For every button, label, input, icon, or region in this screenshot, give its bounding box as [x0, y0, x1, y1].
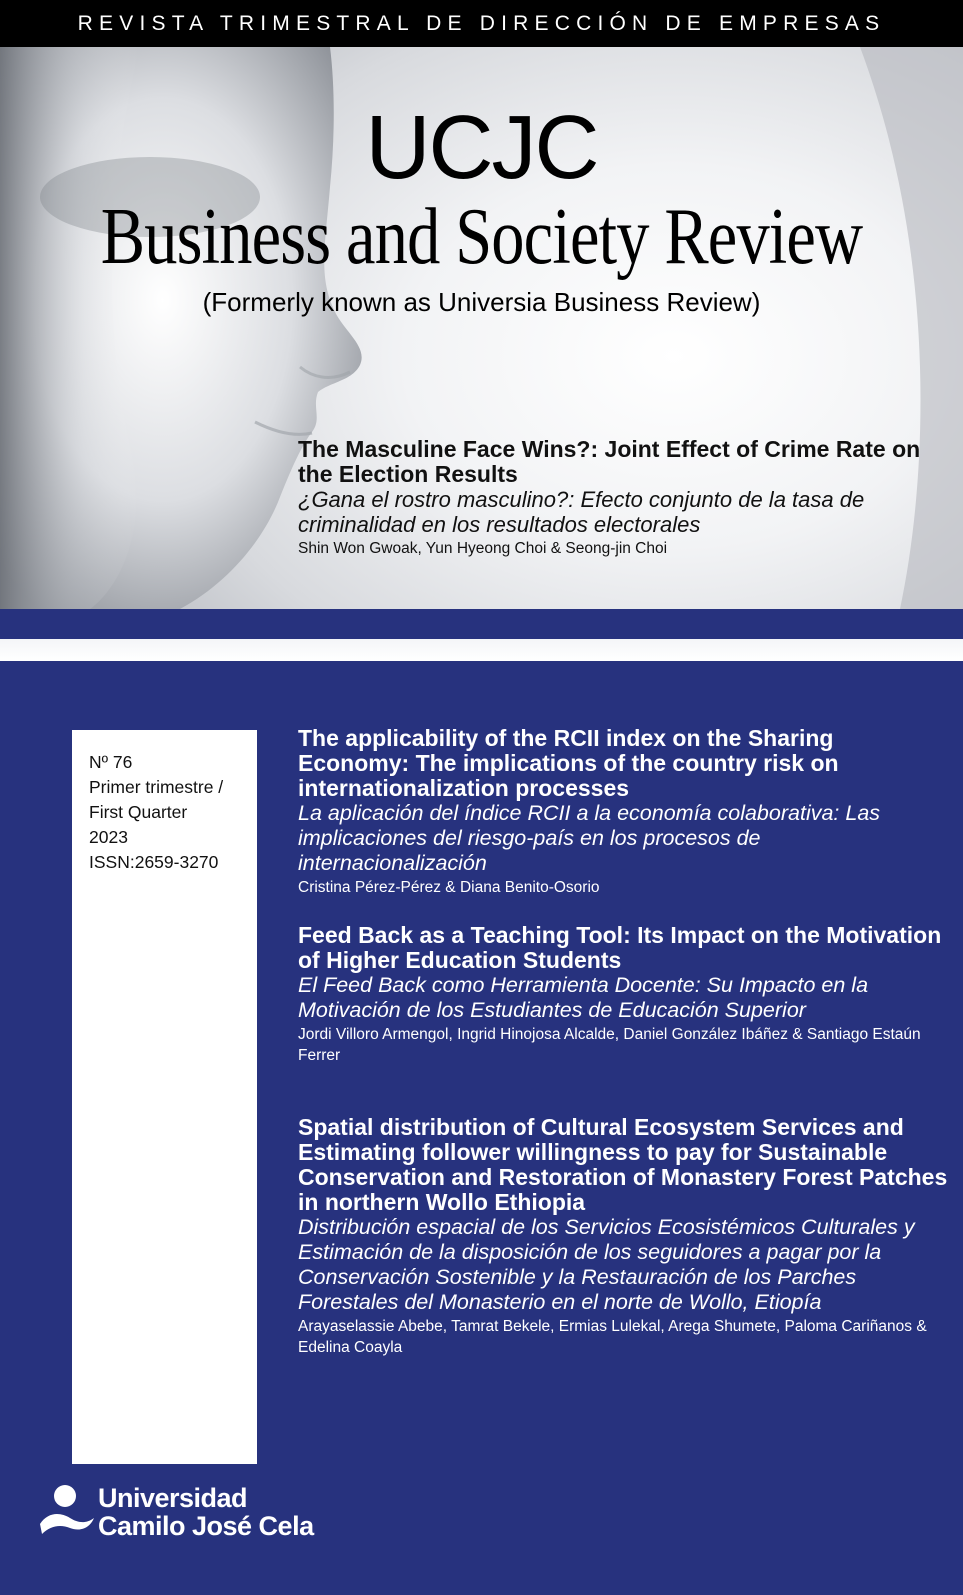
- issue-year: 2023: [89, 827, 128, 847]
- featured-authors: Shin Won Gwoak, Yun Hyeong Choi & Seong-jin Choi: [298, 540, 668, 557]
- article-title-en: Feed Back as a Teaching Tool: Its Impact on the Motivation of Higher Education Students: [298, 922, 942, 973]
- journal-subtitle: (Formerly known as Universia Business Review): [202, 287, 761, 317]
- article-item[interactable]: [298, 923, 948, 1066]
- publisher-logo: [38, 1482, 338, 1542]
- issue-number: Nº 76: [89, 752, 133, 772]
- featured-title-es: ¿Gana el rostro masculino?: Efecto conjunto de la tasa de criminalidad en los resultados electorales: [298, 487, 865, 537]
- issue-period-line2: First Quarter: [89, 802, 188, 822]
- article-title-es: La aplicación del índice RCII a la economía colaborativa: Las implicaciones del riesgo-país en los procesos de internacionalización: [298, 801, 881, 875]
- divider-stripe-blue: [0, 609, 963, 639]
- cover-header: [0, 47, 963, 609]
- issue-issn: ISSN:2659-3270: [89, 852, 219, 872]
- journal-tagline: REVISTA TRIMESTRAL DE DIRECCIÓN DE EMPRESAS: [0, 0, 963, 47]
- issue-period-line1: Primer trimestre /: [89, 777, 224, 797]
- issue-info-box: [72, 730, 257, 1464]
- article-authors: Arayaselassie Abebe, Tamrat Bekele, Ermias Lulekal, Arega Shumete, Paloma Cariñanos & Edelina Coayla: [298, 1318, 927, 1356]
- article-authors: Jordi Villoro Armengol, Ingrid Hinojosa Alcalde, Daniel González Ibáñez & Santiago Estaún Ferrer: [298, 1026, 921, 1064]
- article-item[interactable]: [298, 1115, 948, 1358]
- divider-stripe-white: [0, 639, 963, 661]
- journal-title: Business and Society Review: [100, 193, 863, 281]
- article-item[interactable]: [298, 726, 948, 898]
- journal-short-title: UCJC: [365, 98, 598, 198]
- article-title-es: El Feed Back como Herramienta Docente: Su Impacto en la Motivación de los Estudiantes de Educación Superior: [298, 973, 869, 1022]
- publisher-name-line1: Universidad: [98, 1483, 248, 1513]
- publisher-name-line2: Camilo José Cela: [98, 1511, 314, 1541]
- featured-title-en: The Masculine Face Wins?: Joint Effect of Crime Rate on the Election Results: [298, 436, 921, 487]
- ucjc-logo-icon: [38, 1482, 98, 1542]
- article-authors: Cristina Pérez-Pérez & Diana Benito-Osorio: [298, 879, 600, 896]
- article-title-en: The applicability of the RCII index on the Sharing Economy: The implications of the country risk on internationalization processes: [298, 725, 839, 801]
- article-title-es: Distribución espacial de los Servicios Ecosistémicos Culturales y Estimación de la disposición de los seguidores a pagar por la Conservación Sostenible y la Restauración de los Parches Forestales del Monasterio en el norte de Wollo, Etiopía: [298, 1215, 915, 1314]
- featured-article[interactable]: [298, 437, 938, 559]
- article-title-en: Spatial distribution of Cultural Ecosystem Services and Estimating follower willingness to pay for Sustainable Conservation and Restoration of Monastery Forest Patches in northern Wollo Ethiopia: [298, 1114, 948, 1215]
